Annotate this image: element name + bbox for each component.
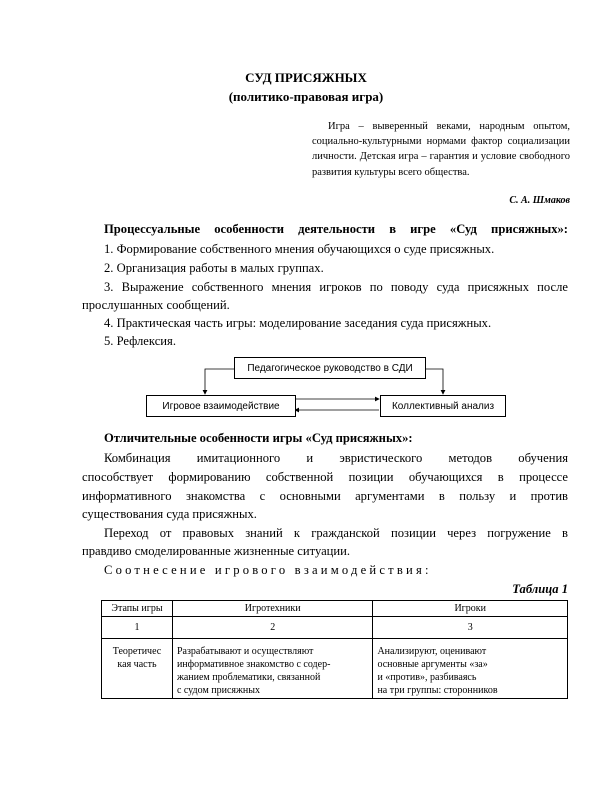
table-number-row bbox=[102, 617, 568, 639]
procedural-item: 2. Организация работы в малых группах. bbox=[104, 261, 324, 275]
table-header: Игротехники bbox=[172, 601, 373, 617]
table-cell-tech bbox=[172, 639, 373, 699]
distinctive-line: Комбинация имитационного и эвристического методов обучения bbox=[104, 451, 568, 465]
diagram-box-guidance: Педагогическое руководство в СДИ bbox=[234, 357, 426, 379]
distinctive-line: правдиво смоделированные жизненные ситуации. bbox=[82, 544, 351, 558]
distinctive-line: Переход от правовых знаний к гражданской позиции через погружение в bbox=[104, 526, 568, 540]
diagram-box-interaction: Игровое взаимодействие bbox=[146, 395, 296, 417]
table-cell-stage bbox=[102, 639, 173, 699]
epigraph-author: С. А. Шмаков bbox=[509, 195, 570, 206]
page-subtitle: (политико-правовая игра) bbox=[228, 89, 384, 104]
table-number: 1 bbox=[102, 617, 173, 639]
cell-line: кая часть bbox=[117, 659, 157, 670]
cell-line: основные аргументы «за» bbox=[377, 659, 488, 670]
epigraph-text: Игра – выверенный веками, народным опытом, социально-культурными нормами фактор социализации личности. Детская игра – гарантия и условие свободного развития культуры всего общества. bbox=[312, 121, 570, 178]
procedural-item: 5. Рефлексия. bbox=[104, 334, 176, 348]
distinctive-line: существования суда присяжных. bbox=[82, 507, 257, 521]
procedural-item: 4. Практическая часть игры: моделирование заседания суда присяжных. bbox=[104, 316, 492, 330]
cell-line: Теоретичес bbox=[112, 646, 162, 657]
diagram-box-analysis: Коллективный анализ bbox=[380, 395, 506, 417]
page-title: СУД ПРИСЯЖНЫХ bbox=[245, 70, 367, 85]
procedural-item: 1. Формирование собственного мнения обучающихся о суде присяжных. bbox=[104, 242, 495, 256]
distinctive-line: способствует формированию собственной позиции обучающихся в процессе bbox=[82, 470, 568, 484]
table-number: 2 bbox=[172, 617, 373, 639]
table-header: Игроки bbox=[373, 601, 568, 617]
procedural-item-cont: прослушанных сообщений. bbox=[82, 298, 230, 312]
table-number: 3 bbox=[373, 617, 568, 639]
procedural-heading: Процессуальные особенности деятельности в игре «Суд присяжных»: bbox=[104, 222, 568, 236]
cell-line: Анализируют, оценивают bbox=[377, 646, 487, 657]
cell-line: Разрабатывают и осуществляют bbox=[176, 646, 314, 657]
correlation-heading: Соотнесение игрового взаимодействия: bbox=[104, 563, 432, 577]
cell-line: информативное знакомство с содер- bbox=[176, 659, 331, 670]
cell-line: жанием проблематики, связанной bbox=[176, 672, 321, 683]
distinctive-line: информативного знакомства с основными аргументами в пользу и против bbox=[82, 489, 568, 503]
table-cell-players bbox=[373, 639, 568, 699]
cell-line: на три группы: сторонников bbox=[377, 685, 498, 696]
table-header: Этапы игры bbox=[102, 601, 173, 617]
table-row bbox=[102, 639, 568, 699]
cell-line: и «против», разбиваясь bbox=[377, 672, 477, 683]
cell-line: с судом присяжных bbox=[176, 685, 260, 696]
distinctive-heading: Отличительные особенности игры «Суд присяжных»: bbox=[104, 431, 413, 445]
procedural-item: 3. Выражение собственного мнения игроков по поводу суда присяжных после bbox=[104, 280, 568, 294]
correlation-table bbox=[101, 600, 568, 699]
table-header-row bbox=[102, 601, 568, 617]
table-caption: Таблица 1 bbox=[512, 582, 568, 596]
